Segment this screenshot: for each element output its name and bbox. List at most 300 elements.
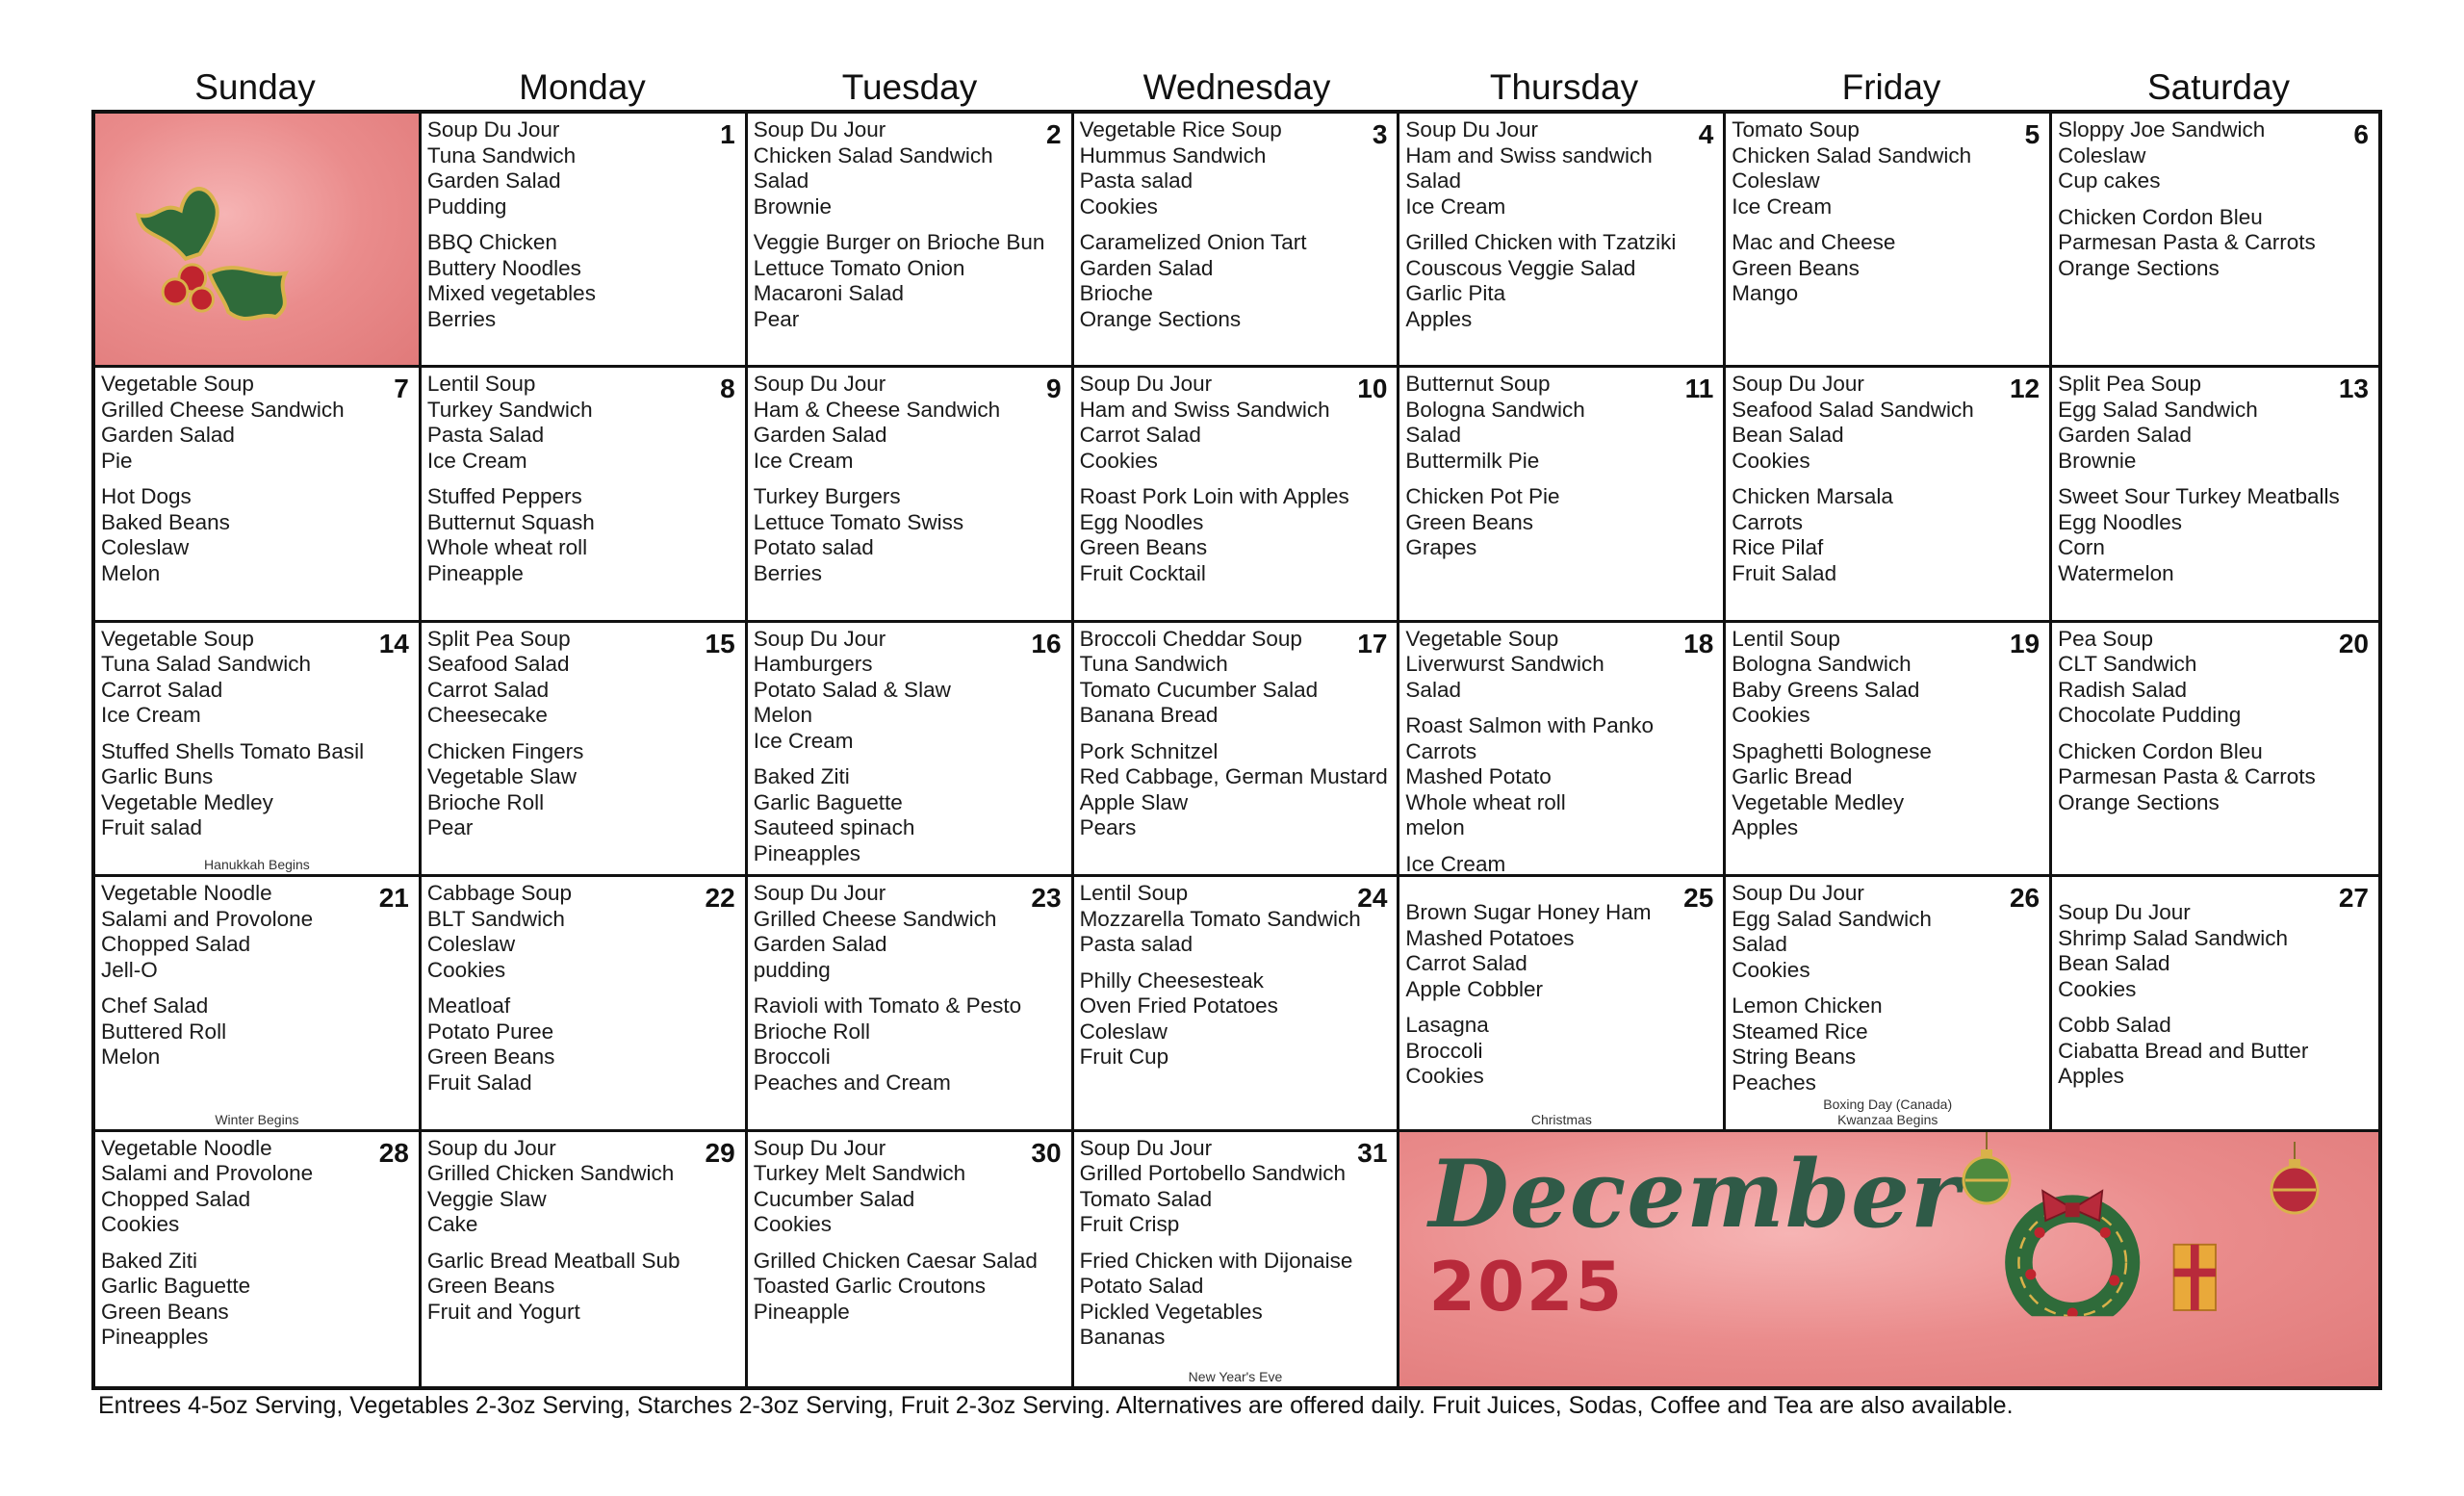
menu-item: Coleslaw bbox=[1079, 1019, 1168, 1044]
menu-item: Garden Salad bbox=[753, 932, 887, 957]
day-cell-14 bbox=[95, 623, 422, 877]
day-cell-28 bbox=[95, 1132, 422, 1386]
menu-item: Mango bbox=[1732, 281, 1799, 305]
serving-footnote: Entrees 4-5oz Serving, Vegetables 2-3oz Serving, Starches 2-3oz Serving, Fruit 2-3oz Serving. Alternatives are offered daily. Fruit Juices, Sodas, Coffee and Tea are also available. bbox=[98, 1392, 2014, 1419]
menu-item: Fruit Cup bbox=[1079, 1045, 1169, 1070]
lunch-menu bbox=[1732, 117, 2041, 219]
weekday-tuesday: Tuesday bbox=[841, 67, 978, 107]
menu-item: Carrot Salad bbox=[1079, 423, 1201, 448]
menu-item: Lentil Soup bbox=[1732, 626, 1840, 651]
weekday-sunday: Sunday bbox=[194, 67, 316, 107]
menu-item: Spaghetti Bolognese bbox=[1732, 738, 1932, 763]
menu-item: Cookies bbox=[2058, 976, 2137, 1001]
menu-item: Buttered Roll bbox=[101, 1019, 227, 1044]
menu-item: Banana Bread bbox=[1079, 703, 1219, 728]
menu-item: Salad bbox=[1405, 423, 1461, 448]
menu-item: Pork Schnitzel bbox=[1079, 738, 1219, 763]
menu-item: Pickled Vegetables bbox=[1079, 1299, 1263, 1324]
lunch-menu bbox=[754, 627, 1064, 755]
day-number: 26 bbox=[2009, 883, 2040, 914]
menu-item: Tomato Soup bbox=[1732, 117, 1860, 142]
day-cell-16 bbox=[748, 623, 1074, 877]
menu-item: Peaches bbox=[1732, 1070, 1816, 1095]
dinner-menu bbox=[1405, 230, 1715, 332]
day-number: 4 bbox=[1698, 119, 1714, 149]
lunch-menu bbox=[1405, 372, 1715, 474]
menu-item: Radish Salad bbox=[2058, 677, 2187, 702]
menu-item: Berries bbox=[753, 560, 822, 585]
menu-item: Steamed Rice bbox=[1732, 1019, 1868, 1044]
menu-item: Baked Ziti bbox=[753, 764, 850, 789]
menu-item: Grilled Chicken Caesar Salad bbox=[753, 1248, 1038, 1273]
holly-icon bbox=[95, 114, 419, 365]
menu-item: Chocolate Pudding bbox=[2058, 703, 2242, 728]
menu-item: Ice Cream bbox=[1405, 193, 1506, 219]
menu-item: Vegetable Soup bbox=[101, 372, 254, 397]
menu-item: Vegetable Rice Soup bbox=[1079, 117, 1282, 142]
menu-item: Garden Salad bbox=[426, 168, 561, 193]
menu-item: Roast Pork Loin with Apples bbox=[1079, 484, 1349, 509]
day-cell-6 bbox=[2052, 114, 2378, 368]
menu-item: BBQ Chicken bbox=[426, 230, 557, 254]
menu-item: Egg Noodles bbox=[2058, 509, 2182, 534]
day-number: 27 bbox=[2338, 883, 2369, 914]
menu-item: Green Beans bbox=[426, 1045, 555, 1070]
menu-list bbox=[1080, 372, 1390, 586]
day-cell-20 bbox=[2052, 623, 2378, 877]
day-cell-19 bbox=[1726, 623, 2052, 877]
menu-list bbox=[754, 1136, 1064, 1326]
menu-item: Apples bbox=[2058, 1064, 2124, 1089]
menu-item: Garlic Pita bbox=[1405, 281, 1506, 305]
menu-item: pudding bbox=[753, 957, 831, 982]
menu-item: Ham and Swiss sandwich bbox=[1405, 142, 1653, 168]
menu-item: Garlic Baguette bbox=[101, 1274, 251, 1299]
menu-item: Coleslaw bbox=[101, 535, 190, 560]
menu-item: Vegetable Noodle bbox=[101, 881, 272, 906]
dinner-menu bbox=[1732, 993, 2041, 1096]
menu-item: Pudding bbox=[426, 193, 507, 219]
menu-item: Garlic Baguette bbox=[753, 789, 903, 814]
lunch-menu bbox=[101, 627, 411, 729]
menu-item: Cobb Salad bbox=[2058, 1013, 2171, 1038]
menu-item: Baked Ziti bbox=[101, 1248, 198, 1273]
menu-item: Green Beans bbox=[1079, 535, 1208, 560]
lunch-menu bbox=[1732, 627, 2041, 729]
day-number: 8 bbox=[720, 374, 735, 404]
menu-item: Pasta Salad bbox=[426, 423, 545, 448]
menu-item: Lettuce Tomato Onion bbox=[753, 255, 965, 280]
menu-item: Soup Du Jour bbox=[1732, 372, 1864, 397]
ornament-icon bbox=[2266, 1142, 2323, 1228]
menu-item: Soup Du Jour bbox=[1079, 372, 1213, 397]
menu-item: Lentil Soup bbox=[1079, 881, 1189, 906]
lunch-menu bbox=[1405, 117, 1715, 219]
menu-item: Green Beans bbox=[1405, 509, 1534, 534]
day-number: 5 bbox=[2024, 119, 2040, 149]
menu-item: Grapes bbox=[1405, 535, 1477, 560]
holiday-note: Boxing Day (Canada) Kwanzaa Begins bbox=[1823, 1096, 1953, 1127]
menu-list bbox=[2058, 627, 2371, 816]
menu-item: Garden Salad bbox=[1079, 255, 1214, 280]
menu-item: Grilled Chicken with Tzatziki bbox=[1405, 230, 1677, 254]
menu-item: Mac and Cheese bbox=[1732, 230, 1896, 254]
menu-item: Salad bbox=[1405, 168, 1461, 193]
weekday-header bbox=[91, 64, 2382, 112]
menu-item: Melon bbox=[753, 703, 812, 728]
menu-item: Coleslaw bbox=[1732, 168, 1820, 193]
menu-item: Garden Salad bbox=[101, 423, 235, 448]
menu-list bbox=[1732, 627, 2041, 841]
day-number: 7 bbox=[394, 374, 409, 404]
day-number: 10 bbox=[1357, 374, 1388, 404]
day-number: 16 bbox=[1031, 628, 1062, 658]
day-number: 19 bbox=[2009, 628, 2040, 658]
menu-item: Lemon Chicken bbox=[1732, 993, 1883, 1019]
month-banner bbox=[1399, 1132, 2378, 1386]
menu-item: Lasagna bbox=[1405, 1013, 1489, 1038]
menu-item: Pineapple bbox=[753, 1299, 850, 1324]
holiday-note: Christmas bbox=[1530, 1111, 1592, 1127]
day-cell-27 bbox=[2052, 877, 2378, 1131]
dinner-menu bbox=[101, 484, 411, 586]
lunch-menu bbox=[427, 627, 737, 729]
lunch-menu bbox=[1080, 1136, 1390, 1238]
menu-item: Soup Du Jour bbox=[1732, 881, 1864, 906]
menu-list bbox=[1405, 117, 1715, 332]
menu-item: Split Pea Soup bbox=[2058, 372, 2201, 397]
menu-item: Garlic Buns bbox=[101, 764, 214, 789]
menu-item: Chicken Fingers bbox=[426, 738, 584, 763]
menu-item: Broccoli Cheddar Soup bbox=[1079, 626, 1302, 651]
dinner-menu bbox=[1080, 739, 1390, 841]
dinner-menu bbox=[1405, 852, 1715, 877]
menu-item: Split Pea Soup bbox=[426, 626, 571, 651]
menu-item: Garlic Bread Meatball Sub bbox=[426, 1248, 680, 1273]
menu-list bbox=[101, 627, 411, 841]
menu-item: Broccoli bbox=[753, 1045, 831, 1070]
day-number: 6 bbox=[2353, 119, 2369, 149]
menu-item: Mashed Potato bbox=[1405, 764, 1552, 789]
menu-item: Pineapple bbox=[426, 560, 524, 585]
menu-item: Egg Salad Sandwich bbox=[1732, 906, 1932, 931]
menu-list bbox=[427, 881, 737, 1096]
menu-item: Soup Du Jour bbox=[2058, 900, 2191, 925]
menu-item: Melon bbox=[101, 560, 161, 585]
dinner-menu bbox=[2058, 205, 2371, 282]
menu-item: Ice Cream bbox=[426, 448, 527, 473]
day-number: 13 bbox=[2338, 374, 2369, 404]
dinner-menu bbox=[1080, 1249, 1390, 1351]
menu-item: Lettuce Tomato Swiss bbox=[753, 509, 964, 534]
day-number: 25 bbox=[1683, 883, 1714, 914]
menu-item: Cookies bbox=[1732, 957, 1810, 982]
dinner-menu bbox=[1405, 1013, 1715, 1090]
menu-item: Potato salad bbox=[753, 535, 874, 560]
menu-item: Orange Sections bbox=[2058, 789, 2220, 814]
menu-item: Vegetable Soup bbox=[1405, 626, 1559, 651]
menu-item: Brioche bbox=[1079, 281, 1153, 305]
calendar-grid bbox=[91, 110, 2382, 1390]
day-number: 30 bbox=[1031, 1137, 1062, 1168]
lunch-menu bbox=[427, 372, 737, 474]
menu-item: Grilled Cheese Sandwich bbox=[753, 906, 997, 931]
menu-item: Bean Salad bbox=[1732, 423, 1844, 448]
dinner-menu bbox=[101, 993, 411, 1070]
menu-item: Butternut Squash bbox=[426, 509, 595, 534]
menu-item: Tuna Sandwich bbox=[426, 142, 577, 168]
lunch-menu bbox=[101, 1136, 411, 1238]
menu-list bbox=[2058, 117, 2371, 281]
holiday-note: Winter Begins bbox=[215, 1111, 299, 1127]
menu-item: Tomato Salad bbox=[1079, 1186, 1213, 1211]
dinner-menu bbox=[2058, 484, 2371, 586]
day-number: 22 bbox=[705, 883, 735, 914]
menu-item: Ice Cream bbox=[1405, 851, 1506, 876]
menu-item: Potato Puree bbox=[426, 1019, 554, 1044]
menu-item: Carrots bbox=[1405, 738, 1477, 763]
menu-item: Cup cakes bbox=[2058, 168, 2161, 193]
menu-item: Cabbage Soup bbox=[426, 881, 572, 906]
menu-item: Apple Slaw bbox=[1079, 789, 1189, 814]
dinner-menu bbox=[1732, 230, 2041, 307]
menu-item: Bologna Sandwich bbox=[1732, 652, 1912, 677]
day-cell-8 bbox=[422, 368, 748, 622]
lunch-menu bbox=[101, 372, 411, 474]
menu-item: Fried Chicken with Dijonaise bbox=[1079, 1248, 1353, 1273]
lunch-menu bbox=[1080, 117, 1390, 219]
menu-item: Bologna Sandwich bbox=[1405, 397, 1585, 422]
menu-item: Apple Cobbler bbox=[1405, 976, 1544, 1001]
menu-item: Turkey Burgers bbox=[753, 484, 901, 509]
menu-item: Ice Cream bbox=[1732, 193, 1833, 219]
menu-item: Pasta salad bbox=[1079, 932, 1194, 957]
menu-item: Green Beans bbox=[426, 1274, 555, 1299]
menu-item: Brown Sugar Honey Ham bbox=[1405, 900, 1652, 925]
dinner-menu bbox=[427, 1249, 737, 1326]
menu-item: Tuna Salad Sandwich bbox=[101, 652, 312, 677]
lunch-menu bbox=[101, 881, 411, 983]
dinner-menu bbox=[754, 1249, 1064, 1326]
lunch-menu bbox=[754, 372, 1064, 474]
menu-item: Vegetable Medley bbox=[101, 789, 273, 814]
day-number: 12 bbox=[2009, 374, 2040, 404]
dinner-menu bbox=[754, 764, 1064, 866]
menu-list bbox=[1732, 881, 2041, 1096]
dinner-menu bbox=[2058, 1013, 2371, 1090]
menu-item: Chopped Salad bbox=[101, 1186, 251, 1211]
dinner-menu bbox=[1732, 739, 2041, 841]
dinner-menu bbox=[1080, 230, 1390, 332]
day-cell-21 bbox=[95, 877, 422, 1131]
menu-item: Vegetable Medley bbox=[1732, 789, 1905, 814]
dinner-menu bbox=[427, 230, 737, 332]
day-cell-30 bbox=[748, 1132, 1074, 1386]
menu-item: Salad bbox=[753, 168, 809, 193]
menu-item: Garden Salad bbox=[2058, 423, 2192, 448]
menu-list bbox=[427, 1136, 737, 1326]
menu-item: Cookies bbox=[1079, 448, 1158, 473]
menu-item: Sweet Sour Turkey Meatballs bbox=[2058, 484, 2340, 509]
day-number: 24 bbox=[1357, 883, 1388, 914]
day-number: 9 bbox=[1045, 374, 1062, 404]
menu-item: Baked Beans bbox=[101, 509, 230, 534]
dinner-menu bbox=[754, 484, 1064, 586]
menu-item: Pineapples bbox=[101, 1325, 209, 1350]
lunch-menu bbox=[2058, 627, 2371, 729]
day-number: 18 bbox=[1683, 628, 1714, 658]
lunch-menu bbox=[427, 117, 737, 219]
menu-item: Coleslaw bbox=[2058, 142, 2146, 168]
menu-item: Bean Salad bbox=[2058, 951, 2170, 976]
menu-item: Jell-O bbox=[101, 957, 158, 982]
day-cell-26 bbox=[1726, 877, 2052, 1131]
day-cell-24 bbox=[1074, 877, 1400, 1131]
menu-item: Oven Fried Potatoes bbox=[1079, 993, 1278, 1019]
menu-item: Chopped Salad bbox=[101, 932, 251, 957]
day-number: 23 bbox=[1031, 883, 1062, 914]
menu-item: BLT Sandwich bbox=[426, 906, 565, 931]
holiday-note: New Year's Eve bbox=[1188, 1368, 1283, 1384]
menu-item: Pie bbox=[101, 448, 133, 473]
menu-list bbox=[1080, 881, 1390, 1070]
menu-item: Brownie bbox=[753, 193, 832, 219]
menu-item: Pear bbox=[426, 815, 474, 840]
menu-item: Mashed Potatoes bbox=[1405, 925, 1575, 950]
day-number: 1 bbox=[720, 119, 735, 149]
menu-item: Lentil Soup bbox=[426, 372, 536, 397]
menu-item: Mozzarella Tomato Sandwich bbox=[1079, 906, 1361, 931]
menu-item: Cookies bbox=[1732, 448, 1810, 473]
menu-item: Cheesecake bbox=[426, 703, 548, 728]
menu-item: Cookies bbox=[753, 1212, 832, 1237]
menu-item: Vegetable Slaw bbox=[426, 764, 577, 789]
menu-item: Green Beans bbox=[101, 1299, 229, 1324]
menu-list bbox=[1405, 372, 1715, 561]
menu-item: Garden Salad bbox=[753, 423, 887, 448]
day-number: 17 bbox=[1357, 628, 1388, 658]
day-number: 28 bbox=[378, 1137, 409, 1168]
menu-item: Red Cabbage, German Mustard bbox=[1079, 764, 1388, 789]
menu-list bbox=[1732, 372, 2041, 586]
menu-item: Couscous Veggie Salad bbox=[1405, 255, 1636, 280]
menu-item: Grilled Portobello Sandwich bbox=[1079, 1161, 1346, 1186]
menu-item: Broccoli bbox=[1405, 1038, 1483, 1063]
day-cell-9 bbox=[748, 368, 1074, 622]
menu-item: Ice Cream bbox=[753, 728, 854, 753]
dinner-menu bbox=[1732, 484, 2041, 586]
weekday-wednesday: Wednesday bbox=[1142, 67, 1331, 107]
menu-item: Chicken Pot Pie bbox=[1405, 484, 1560, 509]
menu-item: Watermelon bbox=[2058, 560, 2174, 585]
lunch-menu bbox=[1405, 900, 1715, 1002]
menu-list bbox=[101, 372, 411, 586]
menu-item: Soup Du Jour bbox=[1405, 117, 1539, 142]
banner-year: 2025 bbox=[1428, 1247, 1625, 1327]
lunch-menu bbox=[2058, 900, 2371, 1002]
menu-item: Carrot Salad bbox=[1405, 951, 1527, 976]
lunch-menu bbox=[1080, 881, 1390, 958]
menu-item: Veggie Burger on Brioche Bun bbox=[753, 230, 1045, 254]
lunch-menu bbox=[754, 881, 1064, 983]
holly-decoration bbox=[95, 114, 422, 368]
day-number: 29 bbox=[705, 1137, 735, 1168]
menu-item: melon bbox=[1405, 815, 1465, 840]
menu-item: Baby Greens Salad bbox=[1732, 677, 1920, 702]
day-cell-18 bbox=[1399, 623, 1726, 877]
menu-item: Buttermilk Pie bbox=[1405, 448, 1540, 473]
menu-item: Soup Du Jour bbox=[753, 881, 886, 906]
menu-item: Whole wheat roll bbox=[426, 535, 588, 560]
menu-item: Parmesan Pasta & Carrots bbox=[2058, 230, 2316, 254]
menu-list bbox=[754, 627, 1064, 867]
menu-item: Turkey Sandwich bbox=[426, 397, 593, 422]
menu-item: Melon bbox=[101, 1045, 161, 1070]
menu-item: Potato Salad bbox=[1079, 1274, 1204, 1299]
menu-list bbox=[754, 372, 1064, 586]
menu-item: Caramelized Onion Tart bbox=[1079, 230, 1307, 254]
menu-item: Carrot Salad bbox=[101, 677, 223, 702]
lunch-menu bbox=[2058, 117, 2371, 194]
menu-item: Garlic Bread bbox=[1732, 764, 1853, 789]
wreath-icon bbox=[1977, 1161, 2227, 1316]
day-cell-17 bbox=[1074, 623, 1400, 877]
menu-item: Liverwurst Sandwich bbox=[1405, 652, 1604, 677]
menu-item: Carrots bbox=[1732, 509, 1804, 534]
lunch-menu bbox=[1732, 372, 2041, 474]
day-cell-10 bbox=[1074, 368, 1400, 622]
menu-item: Tuna Sandwich bbox=[1079, 652, 1228, 677]
menu-item: Hot Dogs bbox=[101, 484, 192, 509]
day-cell-11 bbox=[1399, 368, 1726, 622]
menu-list bbox=[101, 881, 411, 1070]
menu-item: Ice Cream bbox=[101, 703, 201, 728]
menu-item: Hummus Sandwich bbox=[1079, 142, 1267, 168]
menu-item: Fruit and Yogurt bbox=[426, 1299, 580, 1324]
menu-item: Butternut Soup bbox=[1405, 372, 1551, 397]
menu-item: Whole wheat roll bbox=[1405, 789, 1566, 814]
menu-list bbox=[2058, 900, 2371, 1090]
menu-item: Bananas bbox=[1079, 1325, 1166, 1350]
menu-item: Chicken Salad Sandwich bbox=[1732, 142, 1972, 168]
menu-item: Seafood Salad bbox=[426, 652, 570, 677]
day-number: 21 bbox=[378, 883, 409, 914]
menu-item: Soup Du Jour bbox=[753, 372, 886, 397]
dinner-menu bbox=[427, 484, 737, 586]
day-cell-7 bbox=[95, 368, 422, 622]
menu-item: Ravioli with Tomato & Pesto bbox=[753, 993, 1022, 1019]
menu-list bbox=[101, 1136, 411, 1351]
menu-item: Fruit salad bbox=[101, 815, 203, 840]
dinner-menu bbox=[427, 739, 737, 841]
menu-item: Orange Sections bbox=[1079, 306, 1242, 331]
day-cell-3 bbox=[1074, 114, 1400, 368]
menu-item: Soup du Jour bbox=[426, 1135, 556, 1160]
menu-item: Buttery Noodles bbox=[426, 255, 581, 280]
menu-item: Chicken Cordon Bleu bbox=[2058, 738, 2263, 763]
menu-item: Berries bbox=[426, 306, 497, 331]
dinner-menu bbox=[1080, 484, 1390, 586]
dinner-menu bbox=[101, 1249, 411, 1351]
menu-item: Carrot Salad bbox=[426, 677, 550, 702]
menu-item: Stuffed Peppers bbox=[426, 484, 582, 509]
menu-item: Cookies bbox=[1732, 703, 1810, 728]
menu-list bbox=[754, 117, 1064, 332]
day-cell-22 bbox=[422, 877, 748, 1131]
menu-list bbox=[1080, 117, 1390, 332]
menu-item: String Beans bbox=[1732, 1045, 1857, 1070]
menu-item: Meatloaf bbox=[426, 993, 511, 1019]
